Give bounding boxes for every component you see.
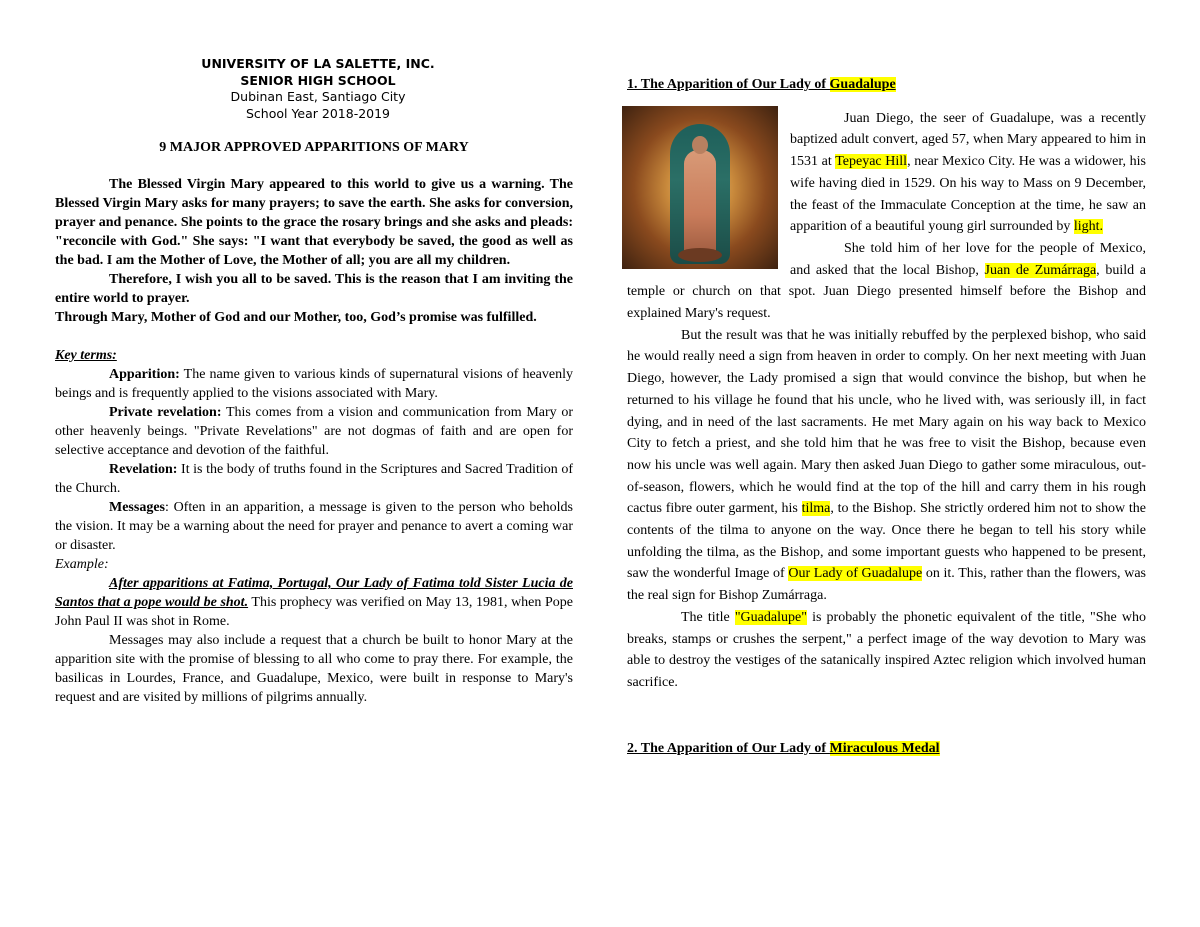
term-apparition <box>55 365 573 403</box>
messages-paragraph-2: Messages may also include a request that a church be built to honor Mary at the apparition site with the promise of blessing to all who come to pray there. For example, the basilicas in Lourdes, France, and Guadalupe, Mexico, were built in response to Mary's request and are visited by millions of pilgrims annually. <box>55 633 573 705</box>
section-1-title <box>627 74 1146 96</box>
text-run: , build a temple or church on that spot. Juan Diego presented himself before the Bishop and explained Mary's request. <box>627 262 1146 322</box>
highlight-light: light. <box>1073 219 1103 235</box>
school-address: Dubinan East, Santiago City <box>230 89 406 104</box>
highlight-our-lady-of-guadalupe: Our Lady of Guadalupe <box>788 566 923 582</box>
university-name: UNIVERSITY OF LA SALETTE, INC. <box>201 56 435 71</box>
term-private-revelation <box>55 403 573 460</box>
text-run: But the result was that he was initially rebuffed by the perplexed bishop, who said he would really need a sign from heaven in order to comply. On her next meeting with Juan Diego, however, the Lady promised a sign that would convince the bishop, but when he returned to his village he found that his uncle, who he lived with, was seriously ill, in fact dying, and in need of the last sacraments. He met Mary again on his way back to Mexico City to fetch a priest, and she told him that he was free to visit the Bishop, because even now his uncle was well again. Mary then asked Juan Diego to gather some miraculous, out-of-season, flowers, which he would find at the top of the hill and carry them in his rough cactus fibre outer garment, his <box>627 327 1146 517</box>
section-title-text: 1. The Apparition of Our Lady of <box>627 77 830 92</box>
text-run: Juan Diego, the seer of Guadalupe, was a recently baptized adult convert, aged 57, when Mary appeared to him in 1531 at <box>790 110 1146 170</box>
intro-paragraph-3: Through Mary, Mother of God and our Mother, too, God’s promise was fulfilled. <box>55 310 537 325</box>
image-face <box>692 136 708 154</box>
highlight-tepeyac-hill: Tepeyac Hill <box>835 154 908 170</box>
image-angel <box>678 248 722 262</box>
text-run: on it. This, rather than the flowers, was the real sign for Bishop Zumárraga. <box>627 566 1146 604</box>
section-title-highlight: Guadalupe <box>829 77 896 92</box>
intro-paragraph-2: Therefore, I wish you all to be saved. This is the reason that I am inviting the entire world to prayer. <box>55 272 573 306</box>
highlight-guadalupe-title: "Guadalupe" <box>734 609 807 625</box>
left-column <box>55 56 573 707</box>
term-label: Apparition: <box>109 367 180 382</box>
section-title-highlight: Miraculous Medal <box>829 740 940 756</box>
term-definition: : Often in an apparition, a message is given to the person who beholds the vision. It may be a warning about the need for prayer and penance to avert a coming war or disaster. <box>55 500 573 553</box>
section-2-title <box>627 738 1146 760</box>
section-1-paragraph-4 <box>627 607 1146 694</box>
highlight-tilma: tilma <box>801 501 831 517</box>
key-terms-heading: Key terms: <box>55 348 117 363</box>
right-column <box>627 74 1146 759</box>
text-run: The title <box>681 609 735 625</box>
image-gown <box>684 150 716 258</box>
term-revelation <box>55 460 573 498</box>
example-paragraph <box>55 574 573 631</box>
term-definition: This comes from a vision and communication from Mary or other heavenly beings. "Private Revelations" are not dogmas of faith and are open for selective acceptance and devotion of the faithful. <box>55 405 574 458</box>
term-definition: The name given to various kinds of supernatural visions of heavenly beings and is frequently applied to the visions associated with Mary. <box>55 367 573 401</box>
term-label: Messages <box>109 500 165 515</box>
term-messages <box>55 498 573 555</box>
example-emphasis: After apparitions at Fatima, Portugal, Our Lady of Fatima told Sister Lucia de Santos that a pope would be shot. <box>55 576 573 610</box>
section-title-text: 2. The Apparition of Our Lady of <box>627 740 830 756</box>
text-run: She told him of her love for the people of Mexico, and asked that the local Bishop, <box>790 240 1146 278</box>
section-1-paragraph-3 <box>627 325 1146 607</box>
school-level: SENIOR HIGH SCHOOL <box>240 72 396 88</box>
school-header <box>63 56 573 122</box>
school-year: School Year 2018-2019 <box>245 105 391 121</box>
term-label: Revelation: <box>109 462 178 477</box>
text-run: is probably the phonetic equivalent of the title, "She who breaks, stamps or crushes the serpent," a perfect image of the way devotion to Mary was able to destroy the vestiges of the satanically inspired Aztec religion which involved human sacrifice. <box>627 609 1146 690</box>
example-rest: This prophecy was verified on May 13, 1981, when Pope John Paul II was shot in Rome. <box>55 595 573 629</box>
intro-paragraph-1: The Blessed Virgin Mary appeared to this world to give us a warning. The Blessed Virgin Mary asks for many prayers; to save the earth. She asks for conversion, prayer and penance. She points to the grace the rosary brings and she asks and pleads: "reconcile with God." She says: "I want that everybody be saved, the good as well as the bad. I am the Mother of Love, the Mother of all; you are all my children. <box>55 177 573 268</box>
text-run: , to the Bishop. She strictly ordered him not to show the contents of the tilma to anyone on the way. Once there he began to tell his story while unfolding the tilma, as the Bishop, and some important guests who happened to be present, saw the wonderful Image of <box>627 501 1146 582</box>
highlight-juan-de-zumarraga: Juan de Zumárraga <box>984 262 1097 278</box>
our-lady-of-guadalupe-image <box>622 106 778 269</box>
text-run: , near Mexico City. He was a widower, his wife having died in 1529. On his way to Mass on 9 December, the feast of the Immaculate Conception at the time, he saw an apparition of a beautiful young girl surrounded by <box>790 154 1146 235</box>
document-title: 9 MAJOR APPROVED APPARITIONS OF MARY <box>159 140 469 155</box>
term-label: Private revelation: <box>109 405 222 420</box>
term-definition: It is the body of truths found in the Scriptures and Sacred Tradition of the Church. <box>55 462 573 496</box>
example-label: Example: <box>55 557 109 572</box>
